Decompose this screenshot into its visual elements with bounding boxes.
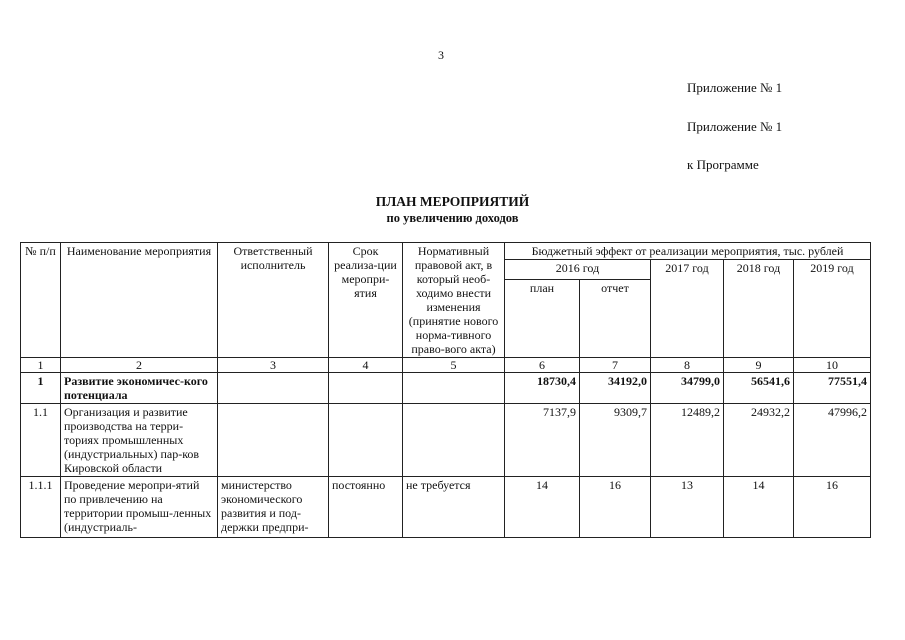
column-number: 8 — [651, 358, 724, 373]
row-num: 1 — [21, 373, 61, 404]
header-name: Наименование мероприятия — [61, 243, 218, 358]
row-2017: 34799,0 — [651, 373, 724, 404]
document-subtitle: по увеличению доходов — [386, 211, 519, 225]
table-row — [21, 477, 871, 538]
row-term — [329, 373, 403, 404]
row-term — [329, 404, 403, 477]
column-number: 10 — [794, 358, 871, 373]
appendix-line-2: Приложение № 1 — [687, 119, 783, 134]
column-number-row — [21, 358, 871, 373]
row-report-2016: 16 — [580, 477, 651, 538]
row-act — [403, 373, 505, 404]
column-number: 4 — [329, 358, 403, 373]
row-report-2016: 34192,0 — [580, 373, 651, 404]
row-executor — [218, 373, 329, 404]
page-number: 3 — [438, 48, 444, 62]
row-plan-2016: 14 — [505, 477, 580, 538]
row-2017: 12489,2 — [651, 404, 724, 477]
header-plan: план — [505, 280, 580, 358]
row-2019: 47996,2 — [794, 404, 871, 477]
row-num: 1.1.1 — [21, 477, 61, 538]
table-row — [21, 404, 871, 477]
row-name — [61, 477, 218, 538]
plan-table — [20, 242, 871, 538]
row-2018: 14 — [724, 477, 794, 538]
row-name-text: Проведение меропри-ятий по привлечению на территории промыш-ленных (индустриаль- — [64, 478, 212, 534]
row-term: постоянно — [329, 477, 403, 538]
column-number: 2 — [61, 358, 218, 373]
header-year-2019: 2019 год — [794, 260, 871, 358]
header-budget-effect: Бюджетный эффект от реализации мероприятия, тыс. рублей — [505, 243, 871, 260]
header-year-2017: 2017 год — [651, 260, 724, 358]
column-number: 1 — [21, 358, 61, 373]
row-plan-2016: 18730,4 — [505, 373, 580, 404]
row-num: 1.1 — [21, 404, 61, 477]
header-executor: Ответственный исполнитель — [218, 243, 329, 358]
column-number: 9 — [724, 358, 794, 373]
document-title: ПЛАН МЕРОПРИЯТИЙ — [375, 194, 530, 209]
row-act — [403, 404, 505, 477]
row-2018: 24932,2 — [724, 404, 794, 477]
table-row — [21, 373, 871, 404]
header-report: отчет — [580, 280, 651, 358]
row-report-2016: 9309,7 — [580, 404, 651, 477]
header-term: Срок реализа-ции меропри-ятия — [329, 243, 403, 358]
appendix-line-3: к Программе — [687, 157, 759, 172]
column-number: 5 — [403, 358, 505, 373]
row-executor — [218, 477, 329, 538]
header-act: Нормативный правовой акт, в который необ-ходимо внести изменения (принятие нового норма-тивного право-вого акта) — [403, 243, 505, 358]
row-2017: 13 — [651, 477, 724, 538]
header-num: № п/п — [21, 243, 61, 358]
column-number: 7 — [580, 358, 651, 373]
row-act: не требуется — [403, 477, 505, 538]
row-name: Организация и развитие производства на терри-ториях промышленных (индустриальных) пар-ков Кировской области — [61, 404, 218, 477]
column-number: 3 — [218, 358, 329, 373]
row-2019: 16 — [794, 477, 871, 538]
row-executor — [218, 404, 329, 477]
row-executor-text: министерство экономического развития и под-держки предпри- — [221, 478, 309, 534]
column-number: 6 — [505, 358, 580, 373]
row-2018: 56541,6 — [724, 373, 794, 404]
row-plan-2016: 7137,9 — [505, 404, 580, 477]
row-2019: 77551,4 — [794, 373, 871, 404]
row-name: Развитие экономичес-кого потенциала — [61, 373, 218, 404]
header-year-2016: 2016 год — [505, 260, 651, 280]
appendix-line-1: Приложение № 1 — [687, 80, 783, 95]
header-year-2018: 2018 год — [724, 260, 794, 358]
